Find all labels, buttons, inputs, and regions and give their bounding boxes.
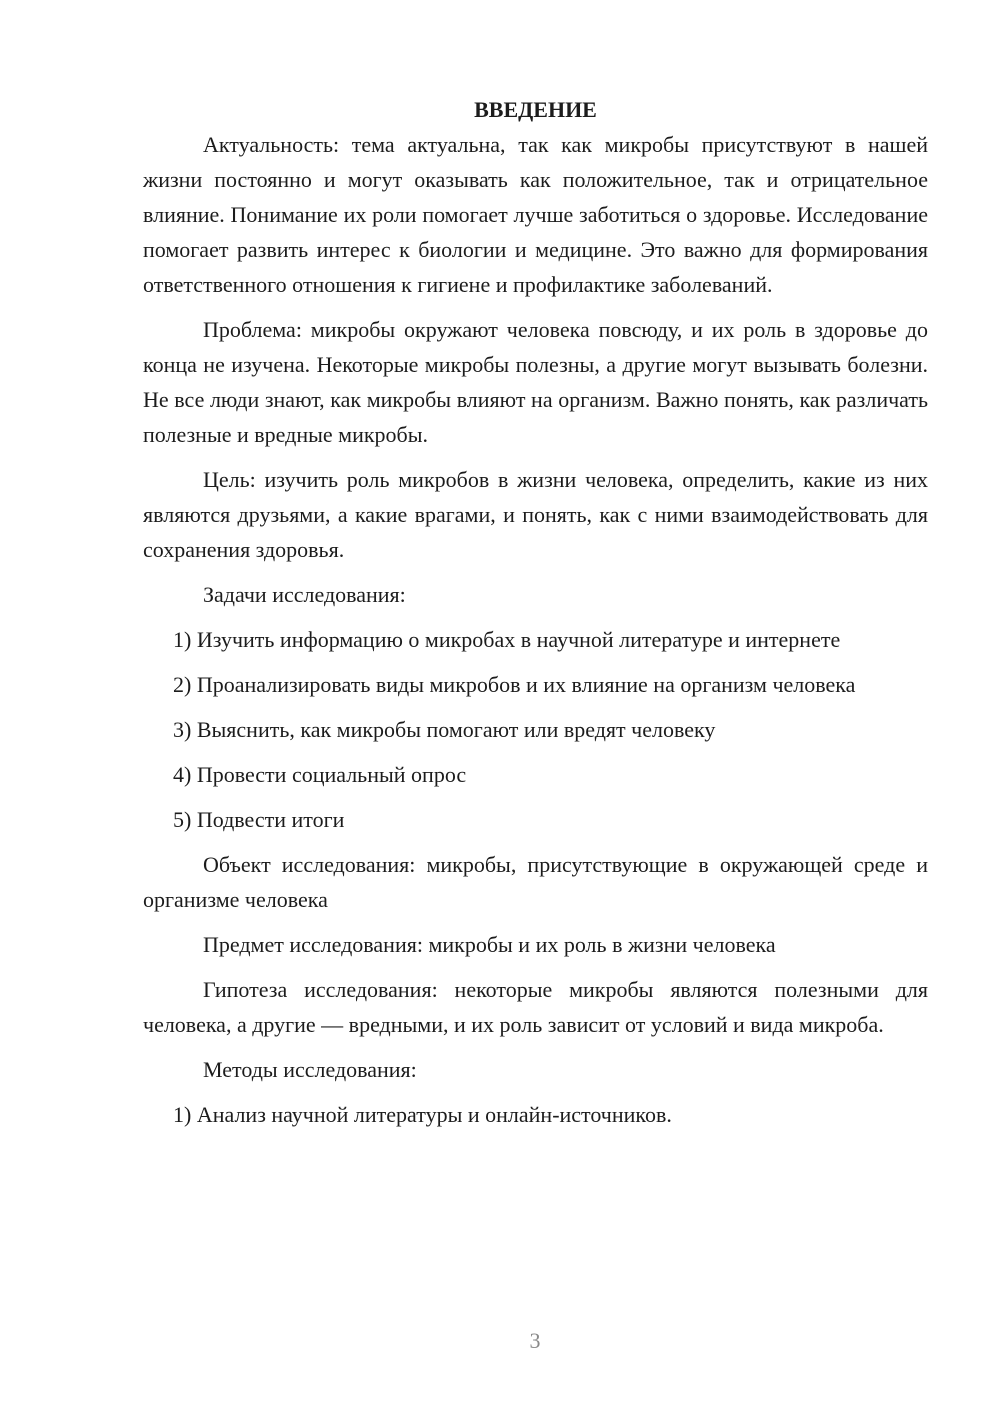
object-paragraph: Объект исследования: микробы, присутствующие в окружающей среде и организме человека [143,852,928,912]
task-item-2: 2) Проанализировать виды микробов и их влияние на организм человека [173,672,856,697]
page-number: 3 [529,1328,541,1353]
subject-paragraph: Предмет исследования: микробы и их роль в жизни человека [203,932,776,957]
hypothesis-paragraph: Гипотеза исследования: некоторые микробы являются полезными для человека, а другие — вредными, и их роль зависит от условий и вида микроба. [143,977,928,1037]
method-item-1: 1) Анализ научной литературы и онлайн-источников. [173,1102,672,1127]
methods-heading: Методы исследования: [203,1057,417,1082]
goal-paragraph: Цель: изучить роль микробов в жизни человека, определить, какие из них являются друзьями, а какие врагами, и понять, как с ними взаимодействовать для сохранения здоровья. [143,467,928,562]
task-item-3: 3) Выяснить, как микробы помогают или вредят человеку [173,717,716,742]
relevance-paragraph: Актуальность: тема актуальна, так как микробы присутствуют в нашей жизни постоянно и могут оказывать как положительное, так и отрицательное влияние. Понимание их роли помогает лучше заботиться о здоровье. Исследование помогает развить интерес к биологии и медицине. Это важно для формирования ответственного отношения к гигиене и профилактике заболеваний. [143,132,928,297]
tasks-heading: Задачи исследования: [203,582,406,607]
problem-paragraph: Проблема: микробы окружают человека повсюду, и их роль в здоровье до конца не изучена. Некоторые микробы полезны, а другие могут вызывать болезни. Не все люди знают, как микробы влияют на организм. Важно понять, как различать полезные и вредные микробы. [143,317,928,447]
task-item-4: 4) Провести социальный опрос [173,762,467,787]
task-item-5: 5) Подвести итоги [173,807,345,832]
page-title: ВВЕДЕНИЕ [474,97,597,122]
task-item-1: 1) Изучить информацию о микробах в научной литературе и интернете [173,627,841,652]
page-content [143,92,928,1142]
